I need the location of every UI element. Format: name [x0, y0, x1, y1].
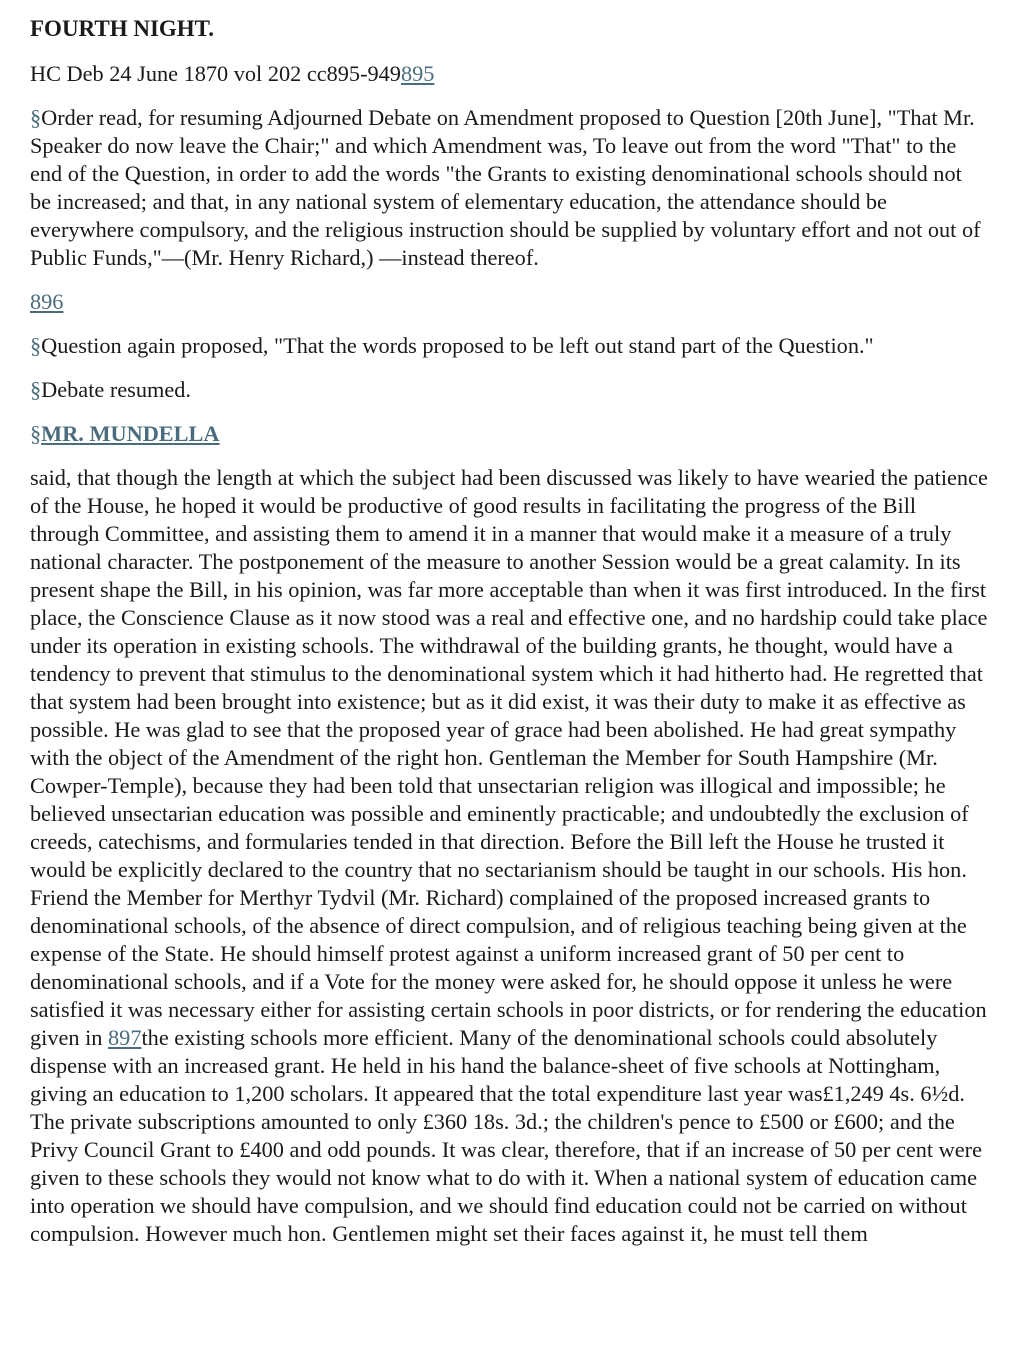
order-text: Order read, for resuming Adjourned Debate on Amendment proposed to Question [20th June], "That Mr. Speaker do now leave the Chair;" and which Amendment was, To leave out from the word "That" to the end of the Question, in order to add the words "the Grants to existing denominational schools should not be increased; and that, in any national system of elementary education, the attendance should be everywhere compulsory, and the religious instruction should be supplied by voluntary effort and not out of Public Funds,"—(Mr. Henry Richard,) —instead thereof. [30, 105, 981, 270]
column-link-896[interactable]: 896 [30, 289, 64, 314]
question-paragraph [30, 332, 988, 360]
section-mark-icon[interactable]: § [30, 333, 42, 358]
section-mark-icon[interactable]: § [30, 377, 42, 402]
speech-paragraph [30, 464, 988, 1248]
section-mark-icon[interactable]: § [30, 105, 42, 130]
order-paragraph [30, 104, 988, 272]
debate-paragraph [30, 376, 988, 404]
question-text: Question again proposed, "That the words proposed to be left out stand part of the Question." [41, 333, 874, 358]
debate-text: Debate resumed. [41, 377, 191, 402]
citation-line [30, 60, 988, 88]
citation-text: HC Deb 24 June 1870 vol 202 cc895-949 [30, 61, 401, 86]
speech-text-part2: the existing schools more efficient. Many of the denominational schools could absolutely dispense with an increased grant. He held in his hand the balance-sheet of five schools at Nottingham, giving an education to 1,200 scholars. It appeared that the total expenditure last year was£1,249 4s. 6½d. The private subscriptions amounted to only £360 18s. 3d.; the children's pence to £500 or £600; and the Privy Council Grant to £400 and odd pounds. It was clear, therefore, that if an increase of 50 per cent were given to these schools they would not know what to do with it. When a national system of education came into operation we should have compulsion, and we should find education could not be carried on without compulsion. However much hon. Gentlemen might set their faces against it, he must tell them [30, 1025, 982, 1246]
column-link-897[interactable]: 897 [108, 1025, 142, 1050]
column-marker [30, 288, 988, 316]
column-link-895[interactable]: 895 [400, 61, 435, 86]
section-mark-icon[interactable]: § [30, 421, 42, 446]
speaker-heading [30, 420, 988, 448]
page-heading: FOURTH NIGHT. [30, 16, 215, 41]
speech-text-part1: said, that though the length at which the subject had been discussed was likely to have wearied the patience of the House, he hoped it would be productive of good results in facilitating the progress of the Bill through Committee, and assisting them to amend it in a manner that would make it a measure of a truly national character. The postponement of the measure to another Session would be a great calamity. In its present shape the Bill, in his opinion, was far more acceptable than when it was first introduced. In the first place, the Conscience Clause as it now stood was a real and effective one, and no hardship could take place under its operation in existing schools. The withdrawal of the building grants, he thought, would have a tendency to prevent that stimulus to the denominational system which it had hitherto had. He regretted that that system had been brought into existence; but as it did exist, it was their duty to make it as effective as possible. He was glad to see that the proposed year of grace had been abolished. He had great sympathy with the object of the Amendment of the right hon. Gentleman the Member for South Hampshire (Mr. Cowper-Temple), because they had been told that unsectarian religion was illogical and impossible; he believed unsectarian education was possible and eminently practicable; and undoubtedly the exclusion of creeds, catechisms, and formularies tended in that direction. Before the Bill left the House he trusted it would be explicitly declared to the country that no sectarianism should be taught in our schools. His hon. Friend the Member for Merthyr Tydvil (Mr. Richard) complained of the proposed increased grants to denominational schools, of the absence of direct compulsion, and of religious teaching being given at the expense of the State. He should himself protest against a uniform increased grant of 50 per cent to denominational schools, and if a Vote for the money were asked for, he should oppose it unless he were satisfied it was necessary either for assisting certain schools in poor districts, or for rendering the education given in [30, 465, 988, 1050]
speaker-link[interactable]: MR. MUNDELLA [41, 421, 220, 446]
